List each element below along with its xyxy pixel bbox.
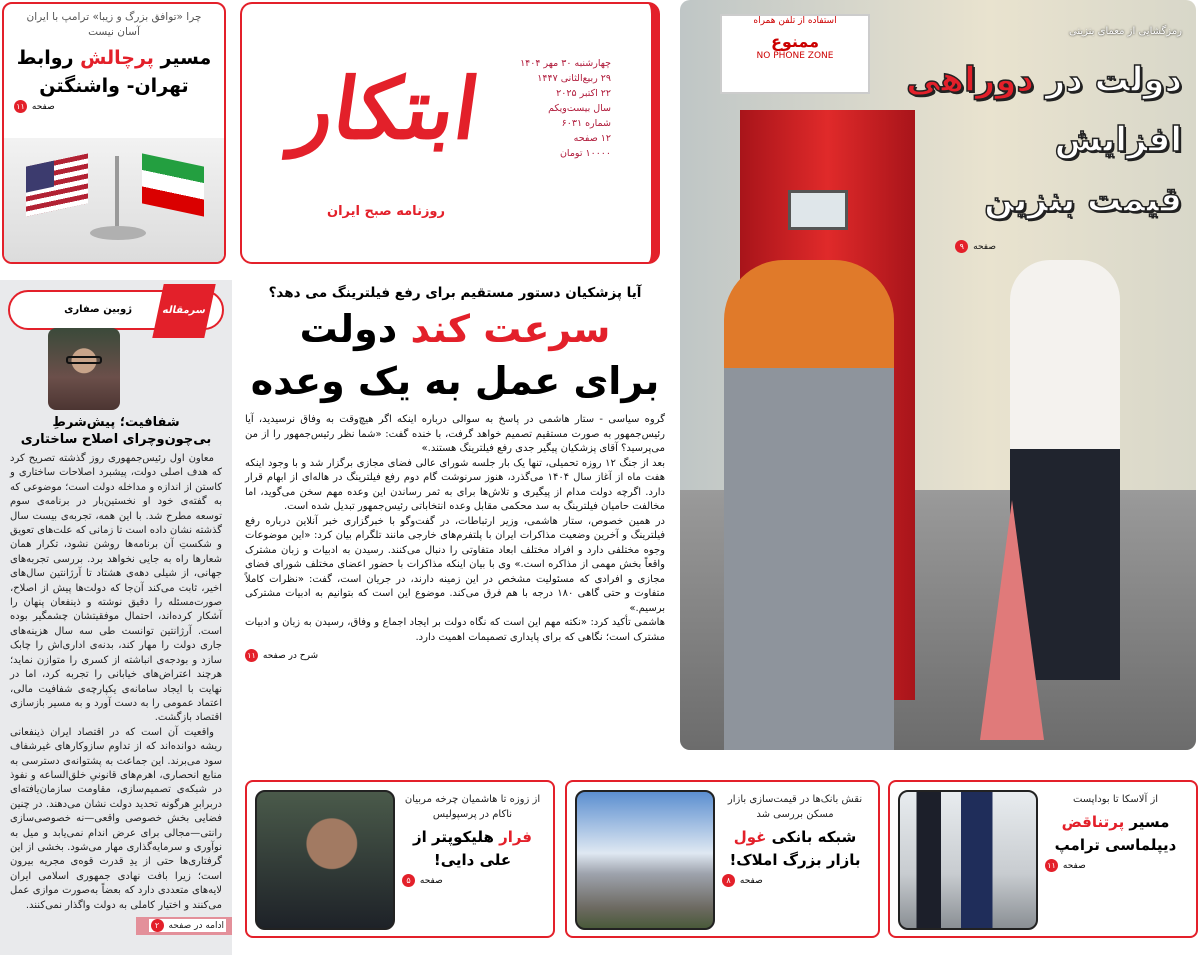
story-headline: مسیر پرچالش روابط تهران- واشنگتن <box>16 47 212 97</box>
lead-story <box>245 284 665 662</box>
flags-photo <box>4 138 224 262</box>
issue-info: چهارشنبه ۳۰ مهر ۱۴۰۴ ۲۹ ربیع‌الثانی ۱۴۴۷ ۲۲ اکتبر ۲۰۲۵ سال بیست‌و‌یکم شماره ۶۰۳۱ ۱۲ صفحه ۱۰۰۰۰ تومان <box>520 58 611 159</box>
card-headline: شبکه بانکی غول بازار بزرگ املاک! <box>729 828 861 869</box>
lead-headline-line2[interactable]: برای عمل به یک وعده <box>250 359 660 403</box>
page-ref: صفحه ۹ <box>955 240 996 253</box>
story-card-housing[interactable] <box>565 780 880 938</box>
lead-headline[interactable]: سرعت کند دولت <box>299 307 611 351</box>
page-ref: صفحه ۱۱ <box>4 100 224 113</box>
photo-headline-line3: قیمت بنزین <box>984 180 1182 220</box>
coach-photo <box>255 790 395 930</box>
photo-headline: دولت در دوراهی <box>906 60 1182 100</box>
more-link[interactable]: شرح در صفحه ۱۱ <box>245 649 665 662</box>
traffic-cone <box>980 500 1044 740</box>
editorial-header <box>8 290 224 330</box>
card-kicker: نقش بانک‌ها در قیمت‌سازی بازار مسکن بررسی شد <box>727 794 863 820</box>
worker-figure <box>724 260 894 750</box>
lead-body: گروه سیاسی - ستار هاشمی در پاسخ به سوالی درباره اینکه اگر هیچ‌وقت به وفاق نرسیدید، آیا رئیس‌جمهور به صورت مستقیم تصمیم خواهد گرفت، با خنده گفت: «شما نظر رئیس‌جمهور را از من می‌پرسید؟ آقای پزشکیان پیگیر جدی رفع فیلترینگ هستند.» بعد از جنگ ۱۲ روزه تحمیلی، تنها یک بار جلسه شورای عالی فضای مجازی برگزار شد و با وجود اینکه هفت ماه از آغاز سال ۱۴۰۴ می‌گذرد، هنوز سرنوشت گام دوم رفع فیلترینگ در هاله‌ای از ابهام قرار دارد. اگرچه دولت مدام از پیگیری و تلاش‌ها برای به ثمر رساندن این وعده مهم سخن می‌گوید، اما مخالفت حامیان فیلترینگ به سد محکمی مقابل وعده انتخاباتی رئیس‌جمهور تبدیل شده است. در همین خصوص، ستار هاشمی، وزیر ارتباطات، در گفت‌وگو با خبرگزاری خبر آنلاین درباره رفع فیلترینگ و آخرین وضعیت مذاکرات ایران با پلتفرم‌های خارجی مانند تلگرام بیان کرد: «این موضوعات وجوه مختلفی دارد و افراد مختلف ابعاد متفاوتی را دنبال می‌کنند. رسیدن به ادبیات و زبان مشترک واقعاً بخش مهمی از مذاکره است.» وی با بیان اینکه مذاکرات با حضور اعضای مختلف شورای فضای مجازی و افرادی که مسئولیت مشخص در این زمینه دارند، در جریان است، گفت: «نظرات کاملاً متفاوت و حتی گاهی ۱۸۰ درجه با هم فرق می‌کند. موضوع این است که بتوانیم به ادبیات مشترکی برسیم.» هاشمی تأکید کرد: «نکته مهم این است که نگاه دولت بر ایجاد اجماع و وفاق، رسیدن به زبان و ادبیات مشترک است؛ نگاهی که برای پایداری تصمیمات اهمیت دارد. <box>245 414 666 643</box>
editorial-title: شفافیت؛ پیش‌شرطِ بی‌چون‌وچرای اصلاح ساختاری <box>20 415 212 447</box>
author-name: ژوبین صفاری <box>64 304 132 315</box>
editorial-label: سرمقاله <box>152 284 215 338</box>
page-ref: صفحه ۵ <box>402 874 543 887</box>
editorial-body <box>10 452 222 913</box>
card-kicker: از زوزه تا هاشمیان چرخه مربیان ناکام در پرسپولیس <box>404 794 541 820</box>
card-headline: مسیر پرتناقض دیپلماسی ترامپ <box>1054 813 1177 854</box>
photo-story[interactable] <box>680 0 1196 750</box>
story-card-trump[interactable] <box>888 780 1198 938</box>
paragraph: معاون اول رئیس‌جمهوری روز گذشته تصریح کرد که هدف اصلی دولت، پیشبرد اصلاحات ساختاری و کاستن از اندازه و مداخله دولت است؛ موضوعی که به گفته‌ی خود او نخستین‌بار در برنامه‌ی سوم توسعه مطرح شد. با این همه، تجربه‌ی بیست سال گذشته نشان داده است تا زمانی که علت‌های تعویق و شکستِ آن برنامه‌ها روشن نشود، تکرار همان شعارها راه به جایی نخواهد برد. بررسی تجربه‌های جهانی، از شیلی دهه‌ی هشتاد تا آرژانتین سال‌های اخیر، ثابت می‌کند آن‌جا که دولت‌ها پیش از اصلاح، صورت‌مسئله را دقیق نوشته و ذینفعان پنهان را آشکار کرده‌اند، احتمال موفقیتشان چشمگیر بوده است. آرژانتین توانست طی سه سال هزینه‌های جاری دولت را مهار کند، بدنه‌ی اداری‌اش را چابک سازد و بودجه‌ی انباشته از کسری را متوازن نماید؛ هرچند اعتراض‌های خیابانی را تجربه کرد، اما در نهایت با ایجاد سامانه‌ی یکپارچه‌ی شفافیت مالی، اعتماد عمومی را به دست آورد و به مسیر بازسازی اقتصاد بازگشت. <box>10 453 222 724</box>
card-kicker: از آلاسکا تا بوداپست <box>1072 794 1159 805</box>
page-ref: صفحه ۱۱ <box>1045 859 1186 872</box>
card-headline: فرار هلیکوپتر از علی دایی! <box>412 828 533 869</box>
story-card-football[interactable] <box>245 780 555 938</box>
iran-flag-icon <box>142 153 204 216</box>
story-kicker: چرا «توافق بزرگ و زیبا» ترامپ با ایران آسان نیست <box>26 11 202 38</box>
lead-kicker: آیا پزشکیان دستور مستقیم برای رفع فیلترینگ می دهد؟ <box>268 285 642 301</box>
photo-headline-line2: افزایش <box>1054 120 1182 160</box>
editorial-panel <box>0 280 232 955</box>
top-left-story[interactable] <box>2 2 226 264</box>
us-flag-icon <box>26 153 88 216</box>
author-photo <box>48 328 120 410</box>
newspaper-logo: ابتکار <box>286 59 486 158</box>
continue-link[interactable]: ادامه در صفحه ۲ <box>136 917 232 935</box>
page-ref: صفحه ۸ <box>722 874 868 887</box>
city-photo <box>575 790 715 930</box>
masthead <box>240 2 660 264</box>
paragraph: واقعیت آن است که در اقتصاد ایران ذینفعانی ریشه دوانده‌اند که از تداوم سازوکارهای غیرشفاف سود می‌برند. این جماعت به پشتوانه‌ی دسترسی به منابع انحصاری، اهرم‌های قانونیِ خلق‌الساعه و نفوذ در شبکه‌ی تصمیم‌سازی، مقاومت سازمان‌یافته‌ای دربرابرِ هرگونه تحدید دولت نشان می‌دهند. در چنین فضایی بخش خصوصی واقعی—نه خصوصی‌سازی رانتی—مجالی برای عرض اندام نمی‌یابد و میل به نوآوری و سرمایه‌گذاری مهار می‌شود. بخشی از این گرفتاری‌ها حتی از یدِ قدرت قوه‌ی مجریه بیرون است؛ زیرا بافت نهادی جمهوری اسلامی ایران لایه‌های متعددی دارد که بعضاً به‌صورت موازی عمل می‌کنند و اختیار کاملی به دولت واگذار نمی‌کنند. <box>10 726 222 911</box>
leaders-photo <box>898 790 1038 930</box>
no-phone-sign: استفاده از تلفن همراه ممنوع NO PHONE ZONE <box>720 14 870 94</box>
photo-kicker: رمزگشایی از معمای بنزینی <box>1069 26 1182 37</box>
logo-tagline: روزنامه صبح ایران <box>326 204 445 219</box>
